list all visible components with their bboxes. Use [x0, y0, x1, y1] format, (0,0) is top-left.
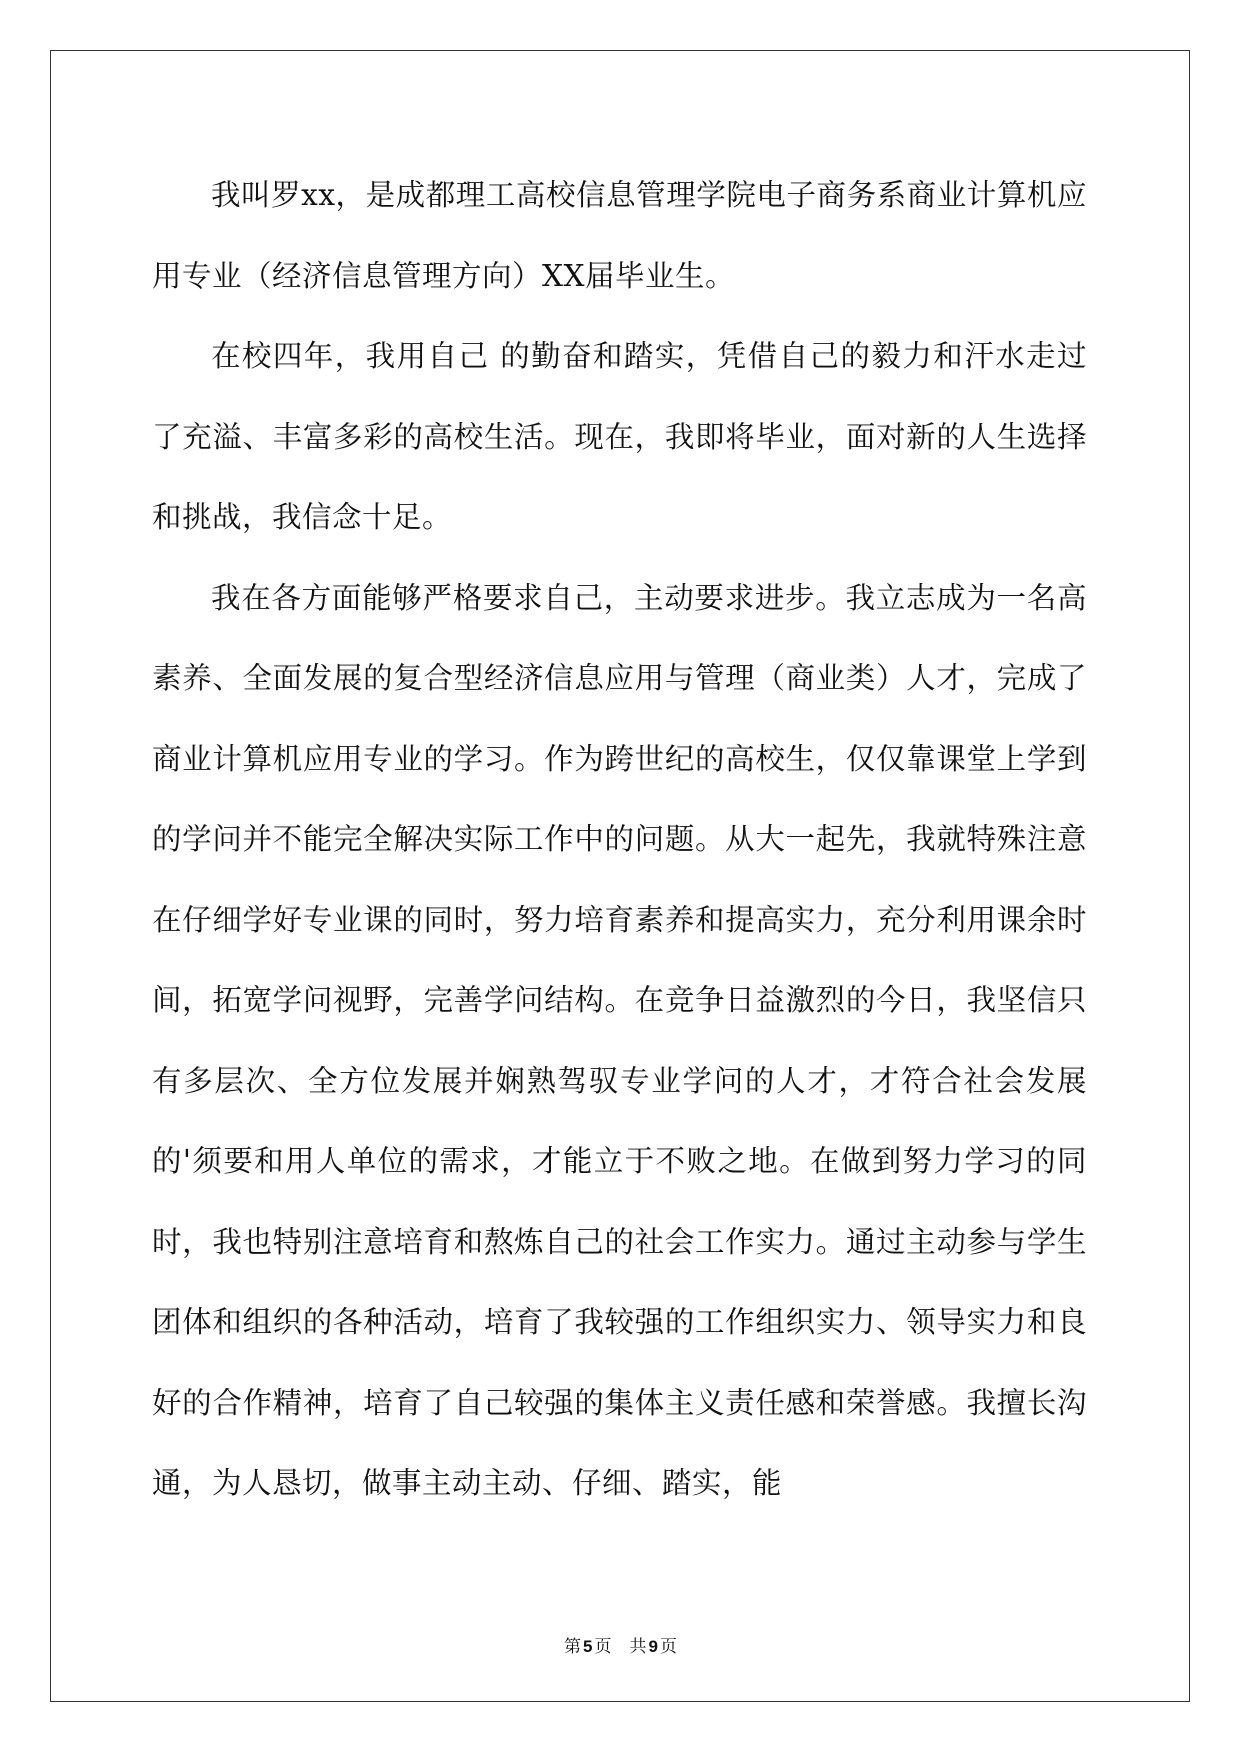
page-label-prefix: 第 [564, 1637, 582, 1657]
document-body [152, 155, 1087, 1524]
page-label-suffix: 页 [594, 1637, 612, 1657]
current-page-number: 5 [583, 1637, 593, 1656]
paragraph-intro: 我叫罗xx，是成都理工高校信息管理学院电子商务系商业计算机应用专业（经济信息管理方向）XX届毕业生。 [152, 178, 1087, 293]
paragraph-university-life: 在校四年，我用自己 的勤奋和踏实，凭借自己的毅力和汗水走过了充溢、丰富多彩的高校生活。现在，我即将毕业，面对新的人生选择和挑战，我信念十足。 [152, 339, 1087, 534]
total-label-prefix: 共 [629, 1637, 647, 1657]
paragraph-self-assessment: 我在各方面能够严格要求自己，主动要求进步。我立志成为一名高素养、全面发展的复合型经济信息应用与管理（商业类）人才，完成了商业计算机应用专业的学习。作为跨世纪的高校生，仅仅靠课堂上学到的学问并不能完全解决实际工作中的问题。从大一起先，我就特殊注意在仔细学好专业课的同时，努力培育素养和提高实力，充分利用课余时间，拓宽学问视野，完善学问结构。在竞争日益激烈的今日，我坚信只有多层次、全方位发展并娴熟驾驭专业学问的人才，才符合社会发展的'须要和用人单位的需求，才能立于不败之地。在做到努力学习的同时，我也特别注意培育和熬炼自己的社会工作实力。通过主动参与学生团体和组织的各种活动，培育了我较强的工作组织实力、领导实力和良好的合作精神，培育了自己较强的集体主义责任感和荣誉感。我擅长沟通，为人恳切，做事主动主动、仔细、踏实，能 [152, 580, 1087, 1500]
page-footer [0, 1632, 1241, 1657]
total-label-suffix: 页 [659, 1637, 677, 1657]
total-pages-number: 9 [648, 1637, 658, 1656]
